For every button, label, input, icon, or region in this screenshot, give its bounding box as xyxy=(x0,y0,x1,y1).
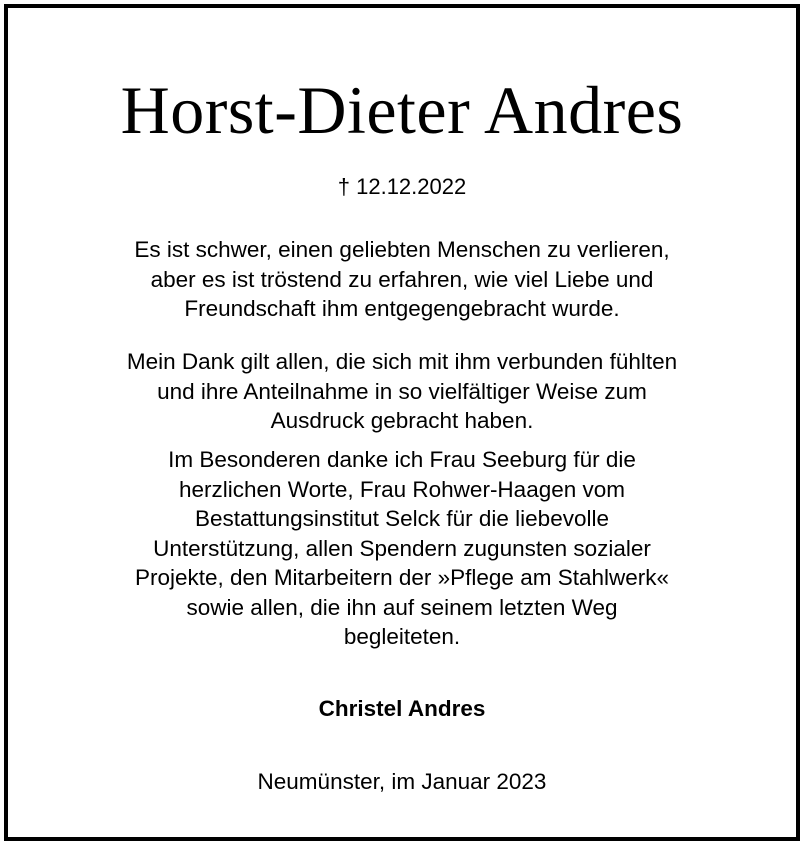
signature: Christel Andres xyxy=(318,696,486,721)
text-line: sowie allen, die ihn auf seinem letzten Weg xyxy=(186,594,618,620)
deceased-name: Horst-Dieter Andres xyxy=(120,72,684,148)
text-line: Es ist schwer, einen geliebten Menschen zu verlieren, xyxy=(134,237,670,262)
text-line: Freundschaft ihm entgegengebracht wurde. xyxy=(184,296,620,321)
text-line: Projekte, den Mitarbeitern der »Pflege am Stahlwerk« xyxy=(134,565,670,590)
text-line: Ausdruck gebracht haben. xyxy=(270,408,534,433)
paragraph-thanks xyxy=(8,347,796,436)
text-line: Unterstützung, allen Spendern zugunsten sozialer xyxy=(153,535,651,561)
text-line: Bestattungsinstitut Selck für die liebevolle xyxy=(195,506,609,531)
text-line: Mein Dank gilt allen, die sich mit ihm verbunden fühlten xyxy=(126,349,678,374)
text-line: begleiteten. xyxy=(343,624,461,649)
text-line: aber es ist tröstend zu erfahren, wie viel Liebe und xyxy=(150,266,654,292)
paragraph-special-thanks xyxy=(8,445,796,652)
text-line: herzlichen Worte, Frau Rohwer-Haagen vom xyxy=(178,476,626,502)
paragraph-condolence xyxy=(8,235,796,324)
text-line: und ihre Anteilnahme in so vielfältiger Weise zum xyxy=(157,378,647,404)
text-line: Im Besonderen danke ich Frau Seeburg für die xyxy=(168,447,636,472)
notice-frame xyxy=(4,4,800,841)
place-date: Neumünster, im Januar 2023 xyxy=(257,769,547,794)
notice-content xyxy=(8,8,796,837)
death-date: † 12.12.2022 xyxy=(337,174,467,199)
